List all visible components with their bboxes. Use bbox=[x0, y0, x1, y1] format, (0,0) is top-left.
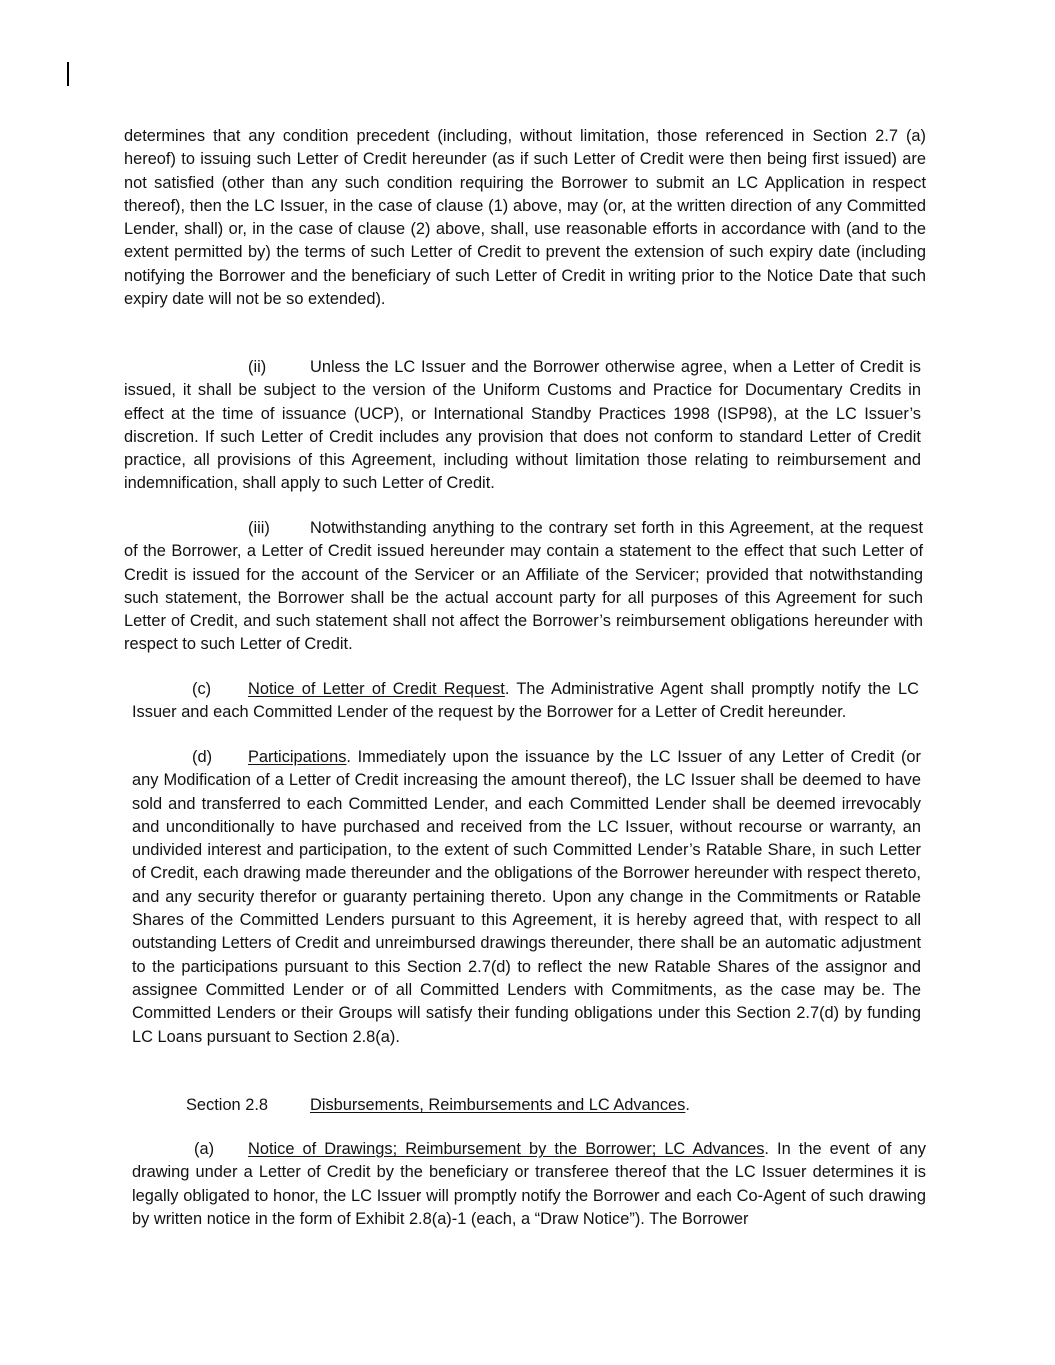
clause-number: (a) bbox=[194, 1140, 215, 1158]
text-cursor bbox=[67, 62, 69, 86]
paragraph-text: . The Administrative Agent shall promptly notify the LC Issuer and each Committed Lender of the request by the Borrower for a Letter of Credit hereunder. bbox=[132, 680, 919, 722]
paragraph-text: . In the event of any drawing under a Letter of Credit by the beneficiary or transferee thereof that the LC Issuer determines it is legally obligated to honor, the LC Issuer will promptly notify the Borrower and each Co-Agent of such drawing by written notice in the form of Exhibit 2.8(a)-1 (each, a “Draw Notice”). The Borrower bbox=[132, 1140, 926, 1228]
clause-heading: Participations bbox=[248, 748, 347, 766]
clause-number: (d) bbox=[192, 748, 213, 766]
paragraph-a-notice-of-drawings bbox=[132, 1138, 926, 1231]
paragraph-d-participations bbox=[132, 746, 921, 1049]
section-title-trail: . bbox=[685, 1096, 690, 1114]
clause-heading: Notice of Drawings; Reimbursement by the Borrower; LC Advances bbox=[248, 1140, 765, 1158]
paragraph-expiry-extension bbox=[124, 125, 926, 311]
section-number: Section 2.8 bbox=[186, 1096, 269, 1114]
clause-number: (iii) bbox=[248, 519, 270, 537]
clause-number: (ii) bbox=[248, 358, 267, 376]
paragraph-ii-ucp bbox=[124, 356, 921, 496]
paragraph-c-notice bbox=[132, 678, 919, 725]
paragraph-text: determines that any condition precedent (including, without limitation, those referenced in Section 2.7 (a) hereof) to issuing such Letter of Credit hereunder (as if such Letter of Credit were then being first issued) are not satisfied (other than any such condition requiring the Borrower to submit an LC Application in respect thereof), then the LC Issuer, in the case of clause (1) above, may (or, at the written direction of any Committed Lender, shall) or, in the case of clause (2) above, shall, use reasonable efforts in accordance with (and to the extent permitted by) the terms of such Letter of Credit to prevent the extension of such expiry date (including notifying the Borrower and the beneficiary of such Letter of Credit in writing prior to the Notice Date that such expiry date will not be so extended). bbox=[124, 127, 926, 309]
clause-number: (c) bbox=[192, 680, 212, 698]
paragraph-text: Notwithstanding anything to the contrary set forth in this Agreement, at the request of the Borrower, a Letter of Credit issued hereunder may contain a statement to the effect that such Letter of Credit is issued for the account of the Servicer or an Affiliate of the Servicer; provided that notwithstanding such statement, the Borrower shall be the actual account party for all purposes of this Agreement for such Letter of Credit, and such statement shall not affect the Borrower’s reimbursement obligations hereunder with respect to such Letter of Credit. bbox=[124, 519, 923, 654]
paragraph-text: Unless the LC Issuer and the Borrower otherwise agree, when a Letter of Credit is issued, it shall be subject to the version of the Uniform Customs and Practice for Documentary Credits in effect at the time of issuance (UCP), or International Standby Practices 1998 (ISP98), at the LC Issuer’s discretion. If such Letter of Credit includes any provision that does not conform to standard Letter of Credit practice, all provisions of this Agreement, including without limitation those relating to reimbursement and indemnification, shall apply to such Letter of Credit. bbox=[124, 358, 921, 493]
section-title: Disbursements, Reimbursements and LC Advances bbox=[310, 1096, 686, 1114]
paragraph-text: . Immediately upon the issuance by the LC Issuer of any Letter of Credit (or any Modification of a Letter of Credit increasing the amount thereof), the LC Issuer shall be deemed to have sold and transferred to each Committed Lender, and each Committed Lender shall be deemed irrevocably and unconditionally to have purchased and received from the LC Issuer, without recourse or warranty, an undivided interest and participation, to the extent of such Committed Lender’s Ratable Share, in such Letter of Credit, each drawing made thereunder and the obligations of the Borrower hereunder with respect thereto, and any security therefor or guaranty pertaining thereto. Upon any change in the Commitments or Ratable Shares of the Committed Lenders pursuant to this Agreement, it is hereby agreed that, with respect to all outstanding Letters of Credit and unreimbursed drawings thereunder, there shall be an automatic adjustment to the participations pursuant to this Section 2.7(d) to reflect the new Ratable Shares of the assignor and assignee Committed Lender or of all Committed Lenders with Commitments, as the case may be. The Committed Lenders or their Groups will satisfy their funding obligations under this Section 2.7(d) by funding LC Loans pursuant to Section 2.8(a). bbox=[132, 748, 921, 1046]
paragraph-iii-account-party bbox=[124, 517, 923, 657]
section-heading bbox=[186, 1094, 690, 1117]
clause-heading: Notice of Letter of Credit Request bbox=[248, 680, 505, 698]
